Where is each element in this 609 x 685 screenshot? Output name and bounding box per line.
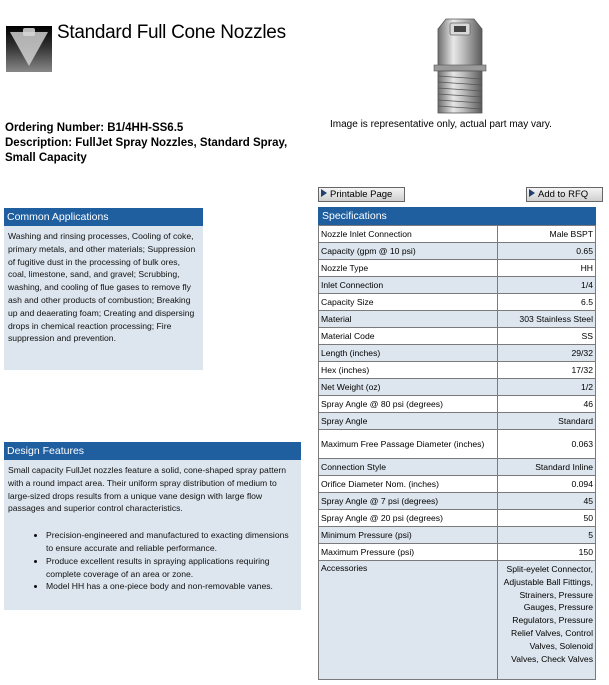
spec-row: [319, 328, 596, 345]
spec-label: Accessories: [319, 561, 498, 680]
design-feature-item: • Produce excellent results in spraying applications requiring complete coverage of an area or zone.: [46, 555, 297, 581]
add-to-rfq-label: Add to RFQ: [538, 189, 589, 200]
spec-value: 303 Stainless Steel: [498, 311, 596, 328]
spec-row: [319, 413, 596, 430]
nozzle-product-image: [420, 15, 500, 117]
spec-value: Male BSPT: [498, 226, 596, 243]
spec-row: [319, 561, 596, 680]
spec-label: Length (inches): [319, 345, 498, 362]
spec-row: [319, 379, 596, 396]
design-features-body: [4, 460, 301, 597]
ordering-info: [5, 121, 305, 166]
spec-row: [319, 493, 596, 510]
logo-spray-cone-icon: [10, 32, 48, 66]
spec-value: 5: [498, 527, 596, 544]
spec-label: Capacity Size: [319, 294, 498, 311]
play-arrow-icon: [529, 189, 535, 197]
design-features-list: [8, 529, 297, 593]
image-disclaimer: Image is representative only, actual part may vary.: [330, 119, 552, 130]
spec-row: [319, 243, 596, 260]
specifications-panel: [318, 207, 596, 680]
spec-label: Spray Angle @ 20 psi (degrees): [319, 510, 498, 527]
spec-value: 46: [498, 396, 596, 413]
ordering-number: Ordering Number: B1/4HH-SS6.5: [5, 122, 184, 134]
spec-row: [319, 345, 596, 362]
spec-label: Maximum Free Passage Diameter (inches): [319, 430, 498, 459]
spec-label: Nozzle Inlet Connection: [319, 226, 498, 243]
spec-row: [319, 226, 596, 243]
spec-label: Net Weight (oz): [319, 379, 498, 396]
printable-page-label: Printable Page: [330, 189, 393, 200]
design-features-title: Design Features: [4, 442, 301, 460]
spec-label: Material Code: [319, 328, 498, 345]
page-title: Standard Full Cone Nozzles: [57, 22, 286, 43]
ordering-description: Description: FullJet Spray Nozzles, Standard Spray, Small Capacity: [5, 137, 288, 164]
spec-value: 0.063: [498, 430, 596, 459]
spec-value: 0.65: [498, 243, 596, 260]
common-applications-panel: [4, 208, 203, 370]
spec-label: Hex (inches): [319, 362, 498, 379]
common-applications-title: Common Applications: [4, 208, 203, 226]
spec-row: [319, 544, 596, 561]
spec-value: 0.094: [498, 476, 596, 493]
design-features-panel: [4, 442, 301, 610]
spec-value: 1/4: [498, 277, 596, 294]
spec-value: Split-eyelet Connector, Adjustable Ball Fittings, Strainers, Pressure Gauges, Pressure Regulators, Pressure Relief Valves, Control Valves, Solenoid Valves, Check Valves: [498, 561, 596, 680]
spec-value: Standard: [498, 413, 596, 430]
spec-value: 6.5: [498, 294, 596, 311]
spec-value: Standard Inline: [498, 459, 596, 476]
full-cone-spray-logo: [6, 26, 52, 72]
printable-page-button[interactable]: [318, 187, 405, 202]
specifications-table: [318, 225, 596, 680]
spec-label: Capacity (gpm @ 10 psi): [319, 243, 498, 260]
common-applications-text: Washing and rinsing processes, Cooling of coke, primary metals, and other materials; Suppression of fugitive dust in the processing of bulk ores, coal, limestone, sand, and gravel; Scrubbing, washing, and cooling of flue gases to remove fly ash and other products of combustion; Breaking up and deaerating foam; Creating and dispersing drops in chemical reaction processing; Fire suppression and prevention.: [8, 231, 196, 344]
specifications-title: Specifications: [318, 207, 596, 225]
spec-label: Inlet Connection: [319, 277, 498, 294]
design-feature-item: • Model HH has a one-piece body and non-removable vanes.: [46, 580, 297, 593]
spec-label: Connection Style: [319, 459, 498, 476]
spec-row: [319, 510, 596, 527]
spec-label: Material: [319, 311, 498, 328]
spec-label: Spray Angle @ 80 psi (degrees): [319, 396, 498, 413]
design-features-text: Small capacity FullJet nozzles feature a solid, cone-shaped spray pattern with a round impact area. Their uniform spray distribution of medium to large-sized drops results from a unique vane design with large flow passages and superior control characteristics.: [8, 465, 287, 514]
spec-value: SS: [498, 328, 596, 345]
spec-row: [319, 396, 596, 413]
spec-row: [319, 260, 596, 277]
play-arrow-icon: [321, 189, 327, 197]
spec-value: 150: [498, 544, 596, 561]
spec-value: 1/2: [498, 379, 596, 396]
spec-row: [319, 294, 596, 311]
spec-value: 17/32: [498, 362, 596, 379]
spec-row: [319, 311, 596, 328]
spec-label: Spray Angle: [319, 413, 498, 430]
spec-value: 45: [498, 493, 596, 510]
spec-row: [319, 459, 596, 476]
spec-row: [319, 277, 596, 294]
add-to-rfq-button[interactable]: [526, 187, 603, 202]
spec-value: 29/32: [498, 345, 596, 362]
spec-row: [319, 430, 596, 459]
spec-value: 50: [498, 510, 596, 527]
spec-label: Spray Angle @ 7 psi (degrees): [319, 493, 498, 510]
spec-label: Maximum Pressure (psi): [319, 544, 498, 561]
spec-row: [319, 362, 596, 379]
spec-value: HH: [498, 260, 596, 277]
spec-label: Nozzle Type: [319, 260, 498, 277]
spec-label: Orifice Diameter Nom. (inches): [319, 476, 498, 493]
design-feature-item: • Precision-engineered and manufactured to exacting dimensions to ensure accurate and reliable performance.: [46, 529, 297, 555]
spec-row: [319, 476, 596, 493]
spec-row: [319, 527, 596, 544]
spec-label: Minimum Pressure (psi): [319, 527, 498, 544]
